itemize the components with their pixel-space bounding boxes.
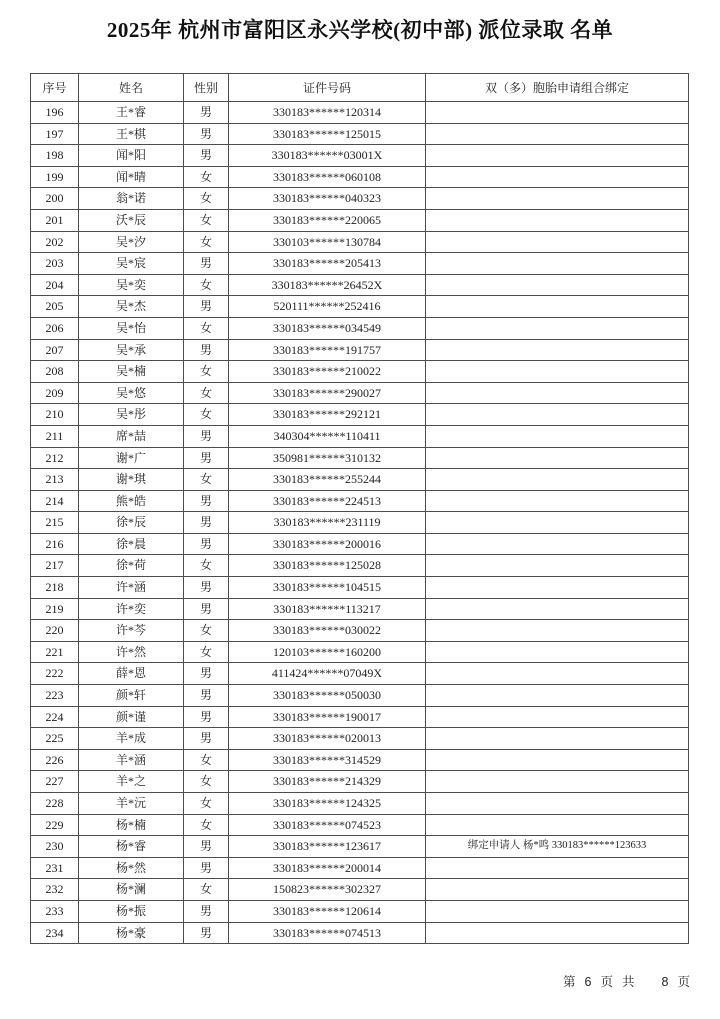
table-row (31, 771, 689, 793)
footer-label-of: 共 (622, 975, 635, 989)
column-header-name: 姓名 (79, 74, 184, 102)
cell-id-number: 330183******224513 (229, 490, 426, 512)
cell-twin-binding (426, 900, 689, 922)
cell-serial-number: 196 (31, 102, 79, 124)
cell-gender: 男 (184, 102, 229, 124)
cell-gender: 男 (184, 663, 229, 685)
cell-twin-binding: 绑定申请人 杨*鸣 330183******123633 (426, 836, 689, 858)
table-header-row (31, 74, 689, 102)
footer-total-pages: 8 (661, 975, 669, 989)
cell-serial-number: 226 (31, 749, 79, 771)
cell-twin-binding (426, 685, 689, 707)
cell-id-number: 330183******214329 (229, 771, 426, 793)
cell-twin-binding (426, 598, 689, 620)
cell-student-name: 薛*恩 (79, 663, 184, 685)
cell-serial-number: 223 (31, 685, 79, 707)
cell-id-number: 330183******074513 (229, 922, 426, 944)
column-header-gender: 性别 (184, 74, 229, 102)
cell-id-number: 330183******190017 (229, 706, 426, 728)
cell-id-number: 330183******040323 (229, 188, 426, 210)
cell-student-name: 吴*楠 (79, 361, 184, 383)
table-row (31, 382, 689, 404)
cell-twin-binding (426, 209, 689, 231)
cell-serial-number: 227 (31, 771, 79, 793)
cell-student-name: 徐*辰 (79, 512, 184, 534)
cell-twin-binding (426, 447, 689, 469)
table-row (31, 102, 689, 124)
cell-id-number: 330183******104515 (229, 577, 426, 599)
cell-twin-binding (426, 771, 689, 793)
cell-id-number: 330183******292121 (229, 404, 426, 426)
cell-gender: 女 (184, 231, 229, 253)
cell-id-number: 340304******110411 (229, 425, 426, 447)
table-row (31, 879, 689, 901)
cell-student-name: 羊*涵 (79, 749, 184, 771)
cell-id-number: 150823******302327 (229, 879, 426, 901)
admission-table-container (30, 73, 688, 944)
cell-twin-binding (426, 231, 689, 253)
cell-serial-number: 221 (31, 641, 79, 663)
cell-gender: 男 (184, 598, 229, 620)
cell-serial-number: 216 (31, 533, 79, 555)
cell-gender: 男 (184, 512, 229, 534)
cell-serial-number: 208 (31, 361, 79, 383)
cell-gender: 男 (184, 447, 229, 469)
cell-gender: 女 (184, 317, 229, 339)
cell-student-name: 吴*承 (79, 339, 184, 361)
cell-twin-binding (426, 555, 689, 577)
table-row (31, 641, 689, 663)
cell-twin-binding (426, 879, 689, 901)
cell-serial-number: 212 (31, 447, 79, 469)
page-title: 2025年 杭州市富阳区永兴学校(初中部) 派位录取 名单 (106, 18, 614, 42)
table-row (31, 231, 689, 253)
cell-serial-number: 224 (31, 706, 79, 728)
table-row (31, 447, 689, 469)
table-row (31, 793, 689, 815)
cell-student-name: 许*芩 (79, 620, 184, 642)
cell-student-name: 沃*辰 (79, 209, 184, 231)
cell-serial-number: 232 (31, 879, 79, 901)
cell-id-number: 330183******020013 (229, 728, 426, 750)
cell-id-number: 330183******03001X (229, 145, 426, 167)
table-row (31, 728, 689, 750)
cell-serial-number: 209 (31, 382, 79, 404)
cell-serial-number: 203 (31, 253, 79, 275)
cell-twin-binding (426, 296, 689, 318)
cell-student-name: 王*睿 (79, 102, 184, 124)
cell-serial-number: 230 (31, 836, 79, 858)
cell-id-number: 330183******205413 (229, 253, 426, 275)
cell-twin-binding (426, 469, 689, 491)
cell-twin-binding (426, 577, 689, 599)
cell-id-number: 330183******210022 (229, 361, 426, 383)
cell-gender: 男 (184, 922, 229, 944)
cell-serial-number: 213 (31, 469, 79, 491)
cell-gender: 男 (184, 425, 229, 447)
cell-gender: 女 (184, 469, 229, 491)
cell-id-number: 120103******160200 (229, 641, 426, 663)
cell-gender: 女 (184, 188, 229, 210)
cell-student-name: 杨*振 (79, 900, 184, 922)
table-row (31, 836, 689, 858)
table-row (31, 577, 689, 599)
cell-id-number: 330183******113217 (229, 598, 426, 620)
cell-twin-binding (426, 749, 689, 771)
cell-gender: 男 (184, 533, 229, 555)
table-row (31, 685, 689, 707)
cell-student-name: 席*喆 (79, 425, 184, 447)
cell-serial-number: 207 (31, 339, 79, 361)
cell-twin-binding (426, 922, 689, 944)
cell-student-name: 许*奕 (79, 598, 184, 620)
table-row (31, 555, 689, 577)
cell-serial-number: 220 (31, 620, 79, 642)
table-row (31, 814, 689, 836)
cell-serial-number: 211 (31, 425, 79, 447)
cell-student-name: 徐*荷 (79, 555, 184, 577)
cell-serial-number: 205 (31, 296, 79, 318)
cell-id-number: 330183******26452X (229, 274, 426, 296)
cell-serial-number: 206 (31, 317, 79, 339)
cell-id-number: 330183******220065 (229, 209, 426, 231)
cell-serial-number: 231 (31, 857, 79, 879)
cell-gender: 女 (184, 274, 229, 296)
table-row (31, 166, 689, 188)
cell-student-name: 谢*广 (79, 447, 184, 469)
cell-gender: 男 (184, 857, 229, 879)
cell-student-name: 吴*汐 (79, 231, 184, 253)
cell-twin-binding (426, 145, 689, 167)
cell-gender: 女 (184, 382, 229, 404)
cell-twin-binding (426, 188, 689, 210)
cell-serial-number: 228 (31, 793, 79, 815)
cell-serial-number: 204 (31, 274, 79, 296)
cell-twin-binding (426, 793, 689, 815)
cell-gender: 女 (184, 793, 229, 815)
column-header-serial: 序号 (31, 74, 79, 102)
cell-id-number: 411424******07049X (229, 663, 426, 685)
cell-id-number: 330183******120314 (229, 102, 426, 124)
cell-serial-number: 233 (31, 900, 79, 922)
cell-gender: 男 (184, 836, 229, 858)
cell-student-name: 杨*澜 (79, 879, 184, 901)
cell-id-number: 520111******252416 (229, 296, 426, 318)
cell-gender: 女 (184, 879, 229, 901)
cell-twin-binding (426, 123, 689, 145)
table-row (31, 533, 689, 555)
cell-student-name: 吴*宸 (79, 253, 184, 275)
cell-student-name: 谢*琪 (79, 469, 184, 491)
cell-gender: 女 (184, 555, 229, 577)
cell-twin-binding (426, 425, 689, 447)
cell-student-name: 许*涵 (79, 577, 184, 599)
admission-table (30, 73, 689, 944)
cell-gender: 女 (184, 620, 229, 642)
footer-label-page: 页 (600, 975, 614, 989)
cell-serial-number: 210 (31, 404, 79, 426)
cell-id-number: 330183******050030 (229, 685, 426, 707)
cell-twin-binding (426, 253, 689, 275)
cell-student-name: 杨*楠 (79, 814, 184, 836)
cell-gender: 男 (184, 123, 229, 145)
cell-twin-binding (426, 620, 689, 642)
table-row (31, 598, 689, 620)
cell-student-name: 杨*睿 (79, 836, 184, 858)
cell-gender: 男 (184, 145, 229, 167)
cell-student-name: 杨*豪 (79, 922, 184, 944)
table-row (31, 490, 689, 512)
cell-id-number: 330183******125015 (229, 123, 426, 145)
cell-student-name: 许*然 (79, 641, 184, 663)
cell-gender: 男 (184, 728, 229, 750)
cell-student-name: 颜*轩 (79, 685, 184, 707)
cell-serial-number: 202 (31, 231, 79, 253)
cell-twin-binding (426, 339, 689, 361)
table-row (31, 512, 689, 534)
table-row (31, 209, 689, 231)
cell-twin-binding (426, 102, 689, 124)
cell-id-number: 330183******290027 (229, 382, 426, 404)
cell-student-name: 熊*皓 (79, 490, 184, 512)
cell-student-name: 羊*沅 (79, 793, 184, 815)
cell-student-name: 吴*杰 (79, 296, 184, 318)
cell-gender: 男 (184, 490, 229, 512)
cell-gender: 女 (184, 641, 229, 663)
cell-student-name: 闻*晴 (79, 166, 184, 188)
table-row (31, 620, 689, 642)
cell-id-number: 330183******074523 (229, 814, 426, 836)
cell-id-number: 330183******200014 (229, 857, 426, 879)
cell-gender: 男 (184, 339, 229, 361)
cell-gender: 男 (184, 900, 229, 922)
cell-id-number: 330183******255244 (229, 469, 426, 491)
column-header-id-number: 证件号码 (229, 74, 426, 102)
cell-twin-binding (426, 706, 689, 728)
cell-student-name: 徐*晨 (79, 533, 184, 555)
cell-student-name: 王*棋 (79, 123, 184, 145)
table-row (31, 123, 689, 145)
cell-twin-binding (426, 728, 689, 750)
cell-twin-binding (426, 814, 689, 836)
table-row (31, 274, 689, 296)
cell-serial-number: 219 (31, 598, 79, 620)
cell-twin-binding (426, 533, 689, 555)
table-row (31, 922, 689, 944)
footer-label-prefix: 第 (563, 975, 576, 989)
cell-serial-number: 229 (31, 814, 79, 836)
table-row (31, 339, 689, 361)
cell-serial-number: 199 (31, 166, 79, 188)
cell-twin-binding (426, 512, 689, 534)
cell-gender: 男 (184, 685, 229, 707)
cell-twin-binding (426, 490, 689, 512)
cell-id-number: 350981******310132 (229, 447, 426, 469)
cell-twin-binding (426, 361, 689, 383)
cell-student-name: 杨*然 (79, 857, 184, 879)
cell-student-name: 吴*奕 (79, 274, 184, 296)
cell-id-number: 330103******130784 (229, 231, 426, 253)
table-row (31, 253, 689, 275)
footer-current-page: 6 (584, 975, 592, 989)
cell-serial-number: 214 (31, 490, 79, 512)
cell-gender: 男 (184, 296, 229, 318)
cell-id-number: 330183******314529 (229, 749, 426, 771)
cell-gender: 男 (184, 253, 229, 275)
cell-twin-binding (426, 274, 689, 296)
cell-id-number: 330183******034549 (229, 317, 426, 339)
table-row (31, 296, 689, 318)
table-row (31, 188, 689, 210)
cell-serial-number: 218 (31, 577, 79, 599)
table-body (31, 102, 689, 944)
cell-gender: 女 (184, 166, 229, 188)
cell-student-name: 吴*怡 (79, 317, 184, 339)
cell-student-name: 翁*诺 (79, 188, 184, 210)
cell-serial-number: 234 (31, 922, 79, 944)
cell-serial-number: 200 (31, 188, 79, 210)
cell-gender: 女 (184, 814, 229, 836)
table-row (31, 749, 689, 771)
cell-gender: 男 (184, 706, 229, 728)
cell-student-name: 吴*悠 (79, 382, 184, 404)
cell-twin-binding (426, 317, 689, 339)
cell-gender: 女 (184, 749, 229, 771)
cell-twin-binding (426, 857, 689, 879)
page-footer (563, 972, 690, 990)
table-row (31, 404, 689, 426)
cell-gender: 女 (184, 361, 229, 383)
cell-id-number: 330183******030022 (229, 620, 426, 642)
table-row (31, 469, 689, 491)
cell-student-name: 羊*成 (79, 728, 184, 750)
cell-id-number: 330183******124325 (229, 793, 426, 815)
table-row (31, 425, 689, 447)
cell-id-number: 330183******125028 (229, 555, 426, 577)
cell-id-number: 330183******231119 (229, 512, 426, 534)
cell-student-name: 颜*谨 (79, 706, 184, 728)
table-row (31, 317, 689, 339)
cell-id-number: 330183******060108 (229, 166, 426, 188)
cell-serial-number: 198 (31, 145, 79, 167)
table-row (31, 900, 689, 922)
cell-serial-number: 217 (31, 555, 79, 577)
cell-twin-binding (426, 166, 689, 188)
cell-id-number: 330183******120614 (229, 900, 426, 922)
cell-serial-number: 222 (31, 663, 79, 685)
cell-twin-binding (426, 641, 689, 663)
cell-serial-number: 215 (31, 512, 79, 534)
cell-twin-binding (426, 663, 689, 685)
cell-student-name: 羊*之 (79, 771, 184, 793)
cell-gender: 女 (184, 771, 229, 793)
cell-serial-number: 225 (31, 728, 79, 750)
table-row (31, 145, 689, 167)
table-row (31, 663, 689, 685)
cell-gender: 男 (184, 577, 229, 599)
table-row (31, 857, 689, 879)
column-header-twin-binding: 双（多）胞胎申请组合绑定 (426, 74, 689, 102)
cell-gender: 女 (184, 404, 229, 426)
table-row (31, 361, 689, 383)
cell-serial-number: 201 (31, 209, 79, 231)
footer-label-suffix: 页 (677, 975, 690, 989)
cell-student-name: 闻*阳 (79, 145, 184, 167)
cell-id-number: 330183******123617 (229, 836, 426, 858)
cell-twin-binding (426, 404, 689, 426)
cell-id-number: 330183******200016 (229, 533, 426, 555)
cell-gender: 女 (184, 209, 229, 231)
table-row (31, 706, 689, 728)
cell-twin-binding (426, 382, 689, 404)
cell-student-name: 吴*彤 (79, 404, 184, 426)
cell-serial-number: 197 (31, 123, 79, 145)
cell-id-number: 330183******191757 (229, 339, 426, 361)
